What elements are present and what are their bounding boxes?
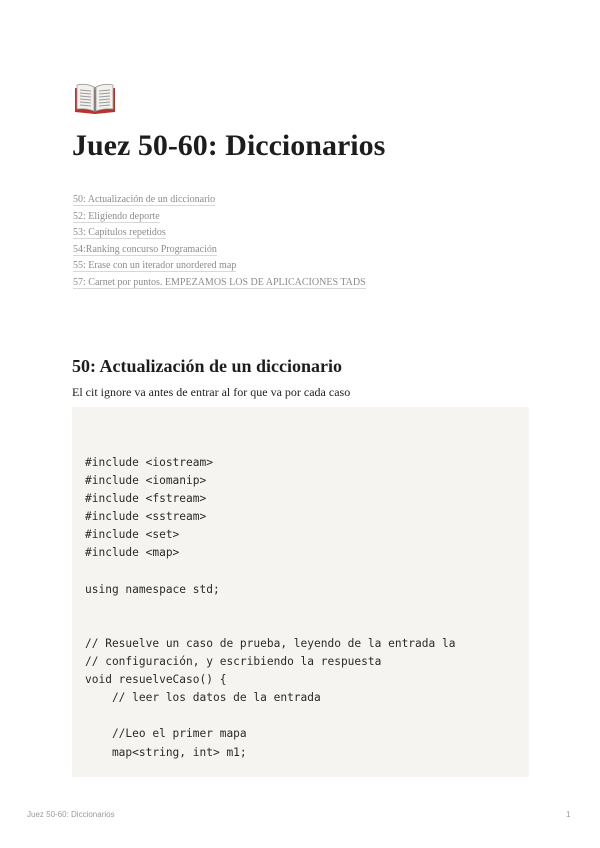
footer-page-number: 1 [566, 810, 571, 819]
code-content: #include <iostream> #include <iomanip> #include <fstream> #include <sstream> #include <set> #include <map> using namespace std; // Resuelve un caso de prueba, leyendo de la entrada la // configuración, y escribiendo la respuesta void resuelveCaso() { // leer los datos de la entrada //Leo el primer mapa map<string, int> m1; [85, 456, 456, 759]
toc-item [73, 239, 366, 256]
toc-item [73, 206, 366, 223]
section-heading: 50: Actualización de un diccionario [72, 356, 342, 376]
toc-link-50[interactable]: 50: Actualización de un diccionario [73, 194, 216, 205]
toc-item [73, 222, 366, 239]
toc-link-52[interactable]: 52: Eligiendo deporte [73, 210, 160, 222]
toc-item [73, 272, 366, 289]
page-title: Juez 50-60: Diccionarios [72, 129, 386, 162]
footer-doc-title: Juez 50-60: Diccionarios [27, 810, 115, 819]
open-book-icon [73, 82, 117, 116]
section-intro: El cit ignore va antes de entrar al for que va por cada caso [72, 385, 351, 399]
toc-link-55[interactable]: 55: Erase con un iterador unordered map [73, 260, 237, 272]
toc-item [73, 189, 366, 206]
table-of-contents [73, 189, 366, 289]
toc-link-54[interactable]: 54:Ranking concurso Programación [73, 243, 217, 255]
toc-link-57[interactable]: 57: Carnet por puntos. EMPEZAMOS LOS DE APLICACIONES TADS [73, 276, 366, 288]
toc-link-53[interactable]: 53: Capítulos repetidos [73, 227, 166, 239]
toc-item [73, 255, 366, 272]
code-block [72, 407, 529, 777]
